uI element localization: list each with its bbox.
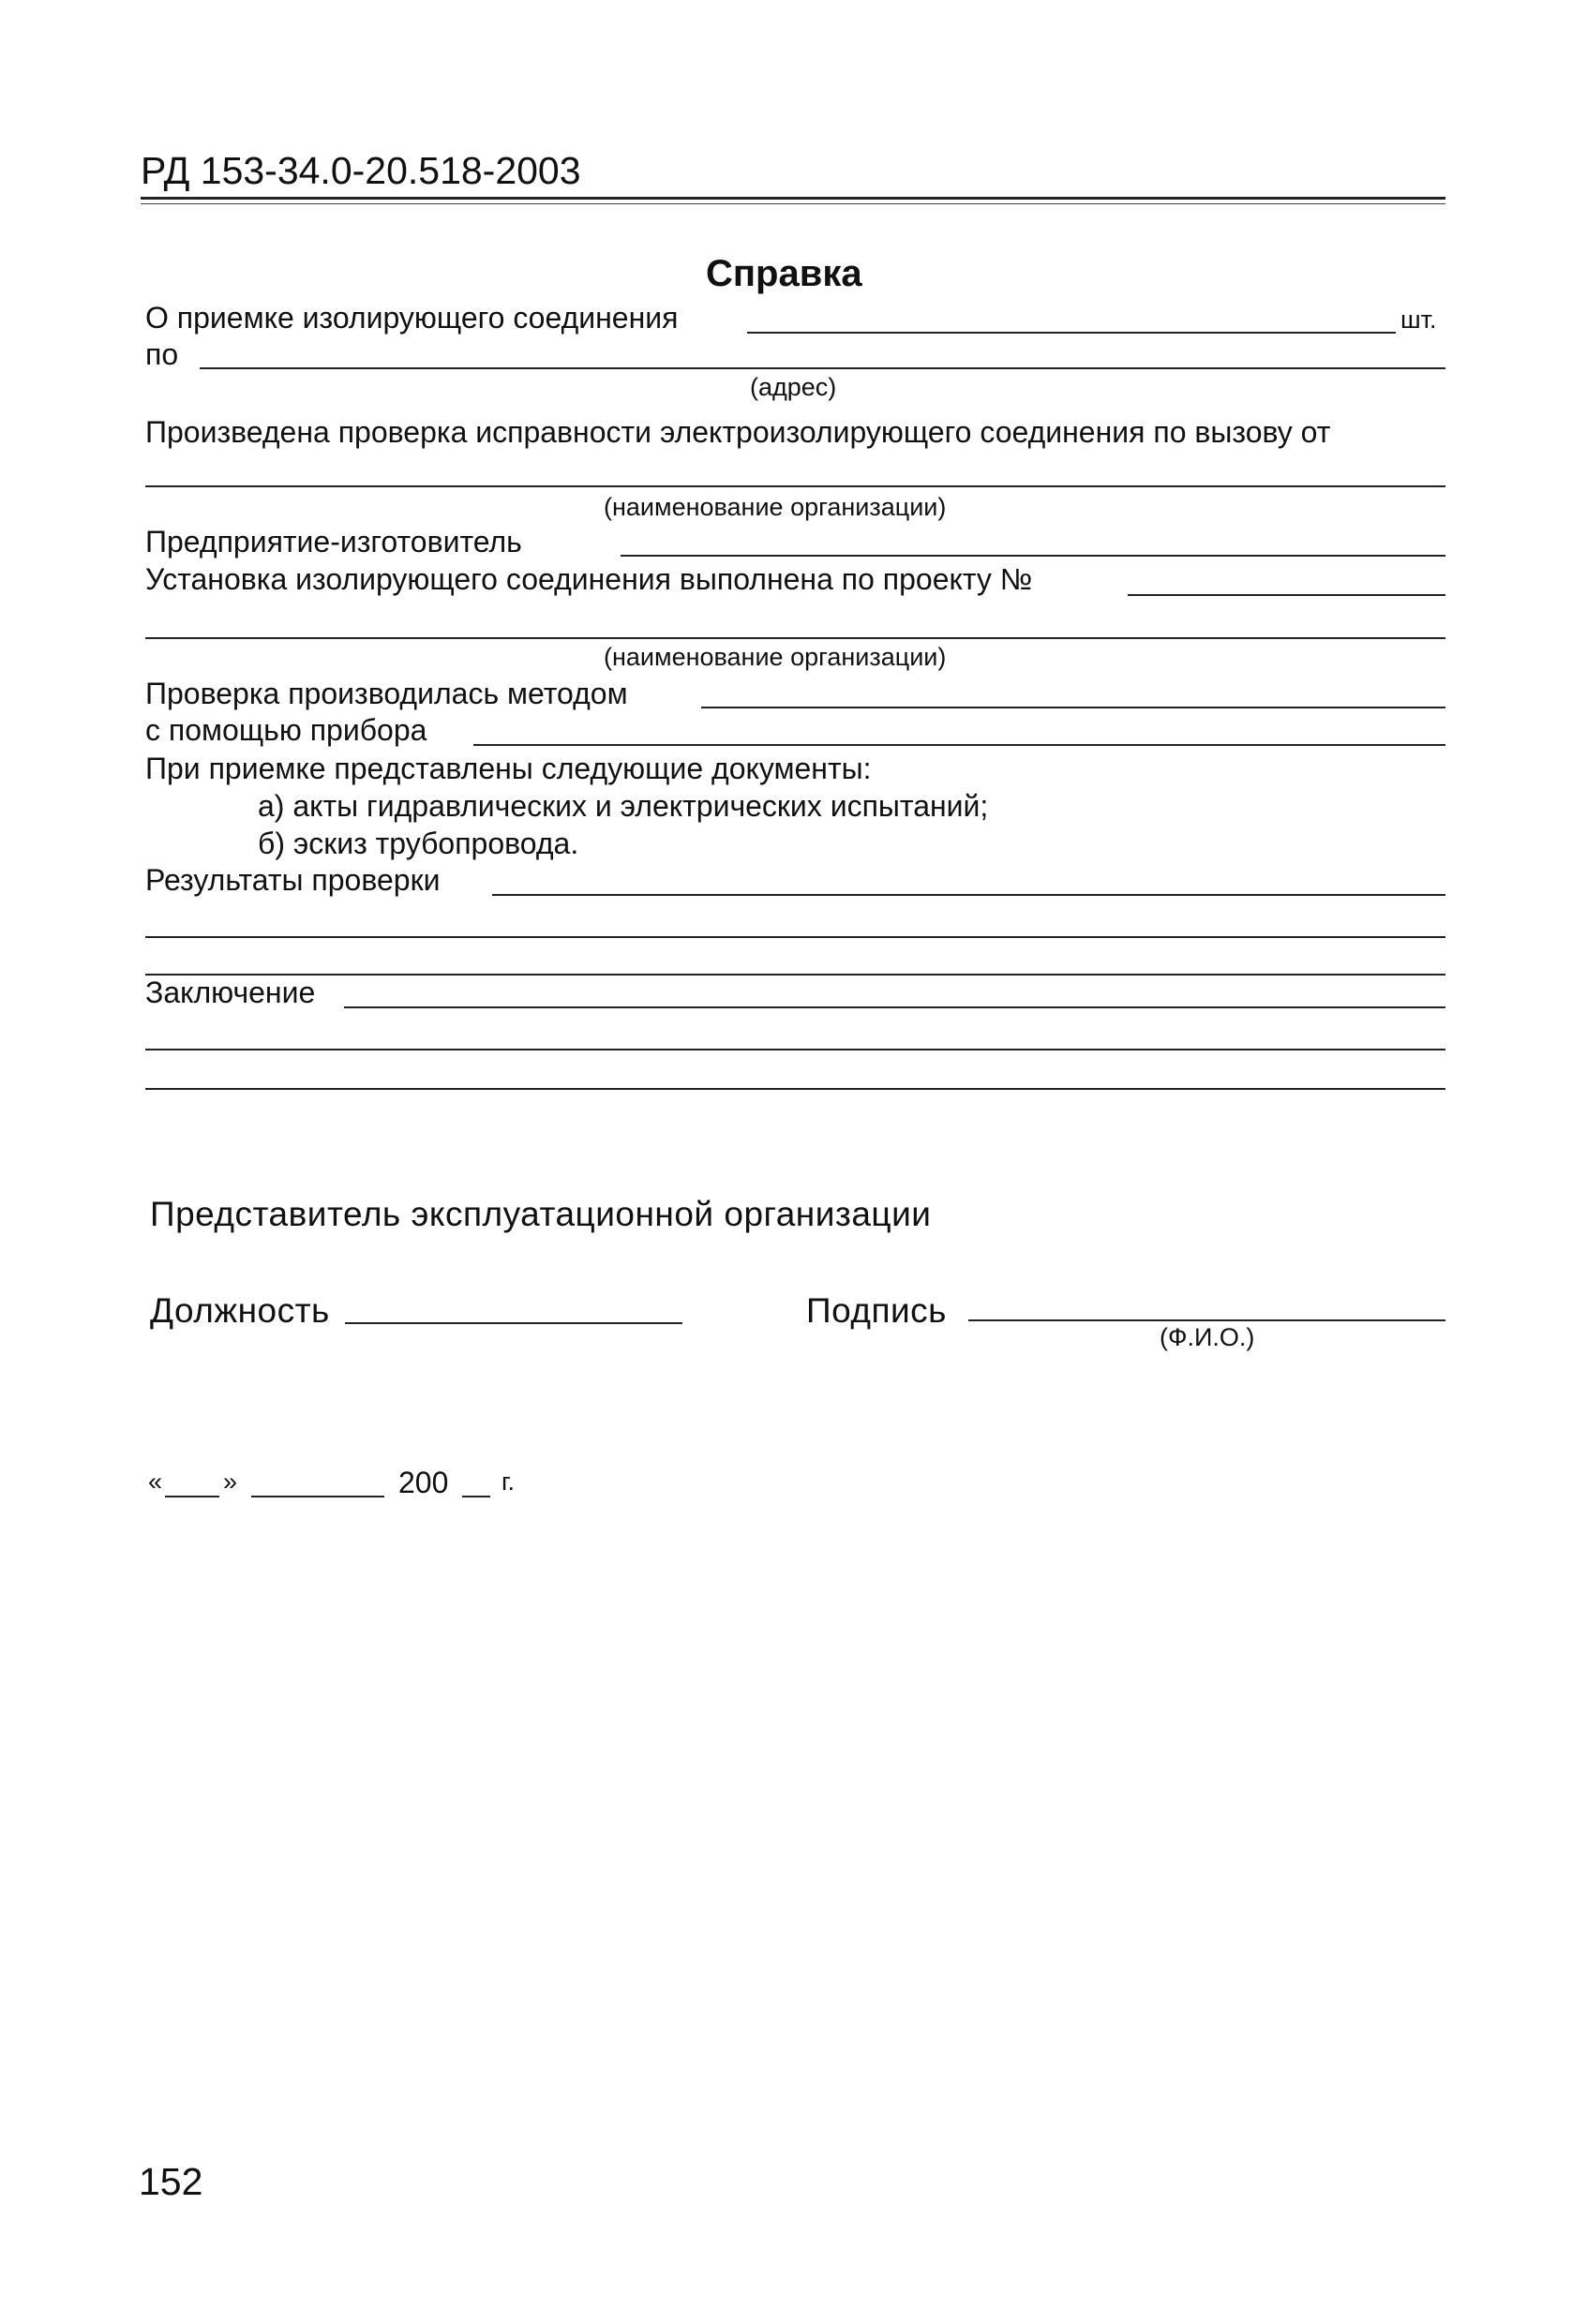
date-close-quote: » bbox=[223, 1467, 238, 1496]
receipt-quantity-field[interactable] bbox=[747, 332, 1396, 334]
org-caption-2: (наименование организации) bbox=[604, 643, 947, 671]
doc-item-b: б) эскиз трубопровода. bbox=[258, 827, 579, 860]
date-day-field[interactable] bbox=[165, 1496, 219, 1497]
conclusion-field-2[interactable] bbox=[145, 1049, 1445, 1050]
doc-item-a: а) акты гидравлических и электрических испытаний; bbox=[258, 789, 989, 823]
check-text: Произведена проверка исправности электроизолирующего соединения по вызову от bbox=[145, 415, 1331, 449]
results-field-2[interactable] bbox=[145, 936, 1445, 938]
position-field[interactable] bbox=[345, 1322, 682, 1324]
receipt-unit: шт. bbox=[1400, 305, 1437, 334]
project-number-field[interactable] bbox=[1128, 594, 1445, 596]
conclusion-field-3[interactable] bbox=[145, 1088, 1445, 1090]
device-label: с помощью прибора bbox=[145, 713, 427, 747]
org-caption-1: (наименование организации) bbox=[604, 493, 947, 521]
conclusion-field-1[interactable] bbox=[344, 1006, 1445, 1008]
results-field-1[interactable] bbox=[492, 894, 1445, 896]
date-open-quote: « bbox=[148, 1467, 163, 1496]
position-label: Должность bbox=[150, 1291, 330, 1330]
results-field-3[interactable] bbox=[145, 974, 1445, 976]
address-caption: (адрес) bbox=[750, 373, 837, 401]
fio-caption: (Ф.И.О.) bbox=[1160, 1323, 1255, 1351]
caller-organization-field[interactable] bbox=[145, 485, 1445, 487]
installation-label: Установка изолирующего соединения выполнена по проекту № bbox=[145, 562, 1033, 596]
document-code: РД 153-34.0-20.518-2003 bbox=[141, 149, 581, 192]
receipt-label: О приемке изолирующего соединения bbox=[145, 301, 679, 335]
docs-label: При приемке представлены следующие документы: bbox=[145, 752, 872, 785]
signature-field[interactable] bbox=[968, 1319, 1445, 1321]
installer-organization-field[interactable] bbox=[145, 637, 1445, 639]
address-field[interactable] bbox=[200, 367, 1445, 369]
header-rule-bottom bbox=[141, 203, 1445, 204]
method-label: Проверка производилась методом bbox=[145, 677, 628, 710]
date-year-field[interactable] bbox=[462, 1496, 490, 1497]
representative-label: Представитель эксплуатационной организации bbox=[150, 1195, 932, 1233]
year-suffix: г. bbox=[502, 1467, 516, 1496]
page-number: 152 bbox=[139, 2160, 203, 2203]
form-title: Справка bbox=[706, 253, 862, 294]
year-prefix: 200 bbox=[398, 1466, 449, 1499]
manufacturer-label: Предприятие-изготовитель bbox=[145, 525, 522, 559]
manufacturer-field[interactable] bbox=[621, 555, 1445, 557]
date-month-field[interactable] bbox=[251, 1496, 384, 1497]
device-field[interactable] bbox=[473, 744, 1445, 746]
results-label: Результаты проверки bbox=[145, 863, 441, 897]
method-field[interactable] bbox=[701, 707, 1445, 708]
header-rule-top bbox=[141, 197, 1445, 200]
by-label: по bbox=[145, 337, 179, 371]
signature-label: Подпись bbox=[806, 1291, 947, 1330]
conclusion-label: Заключение bbox=[145, 976, 316, 1009]
